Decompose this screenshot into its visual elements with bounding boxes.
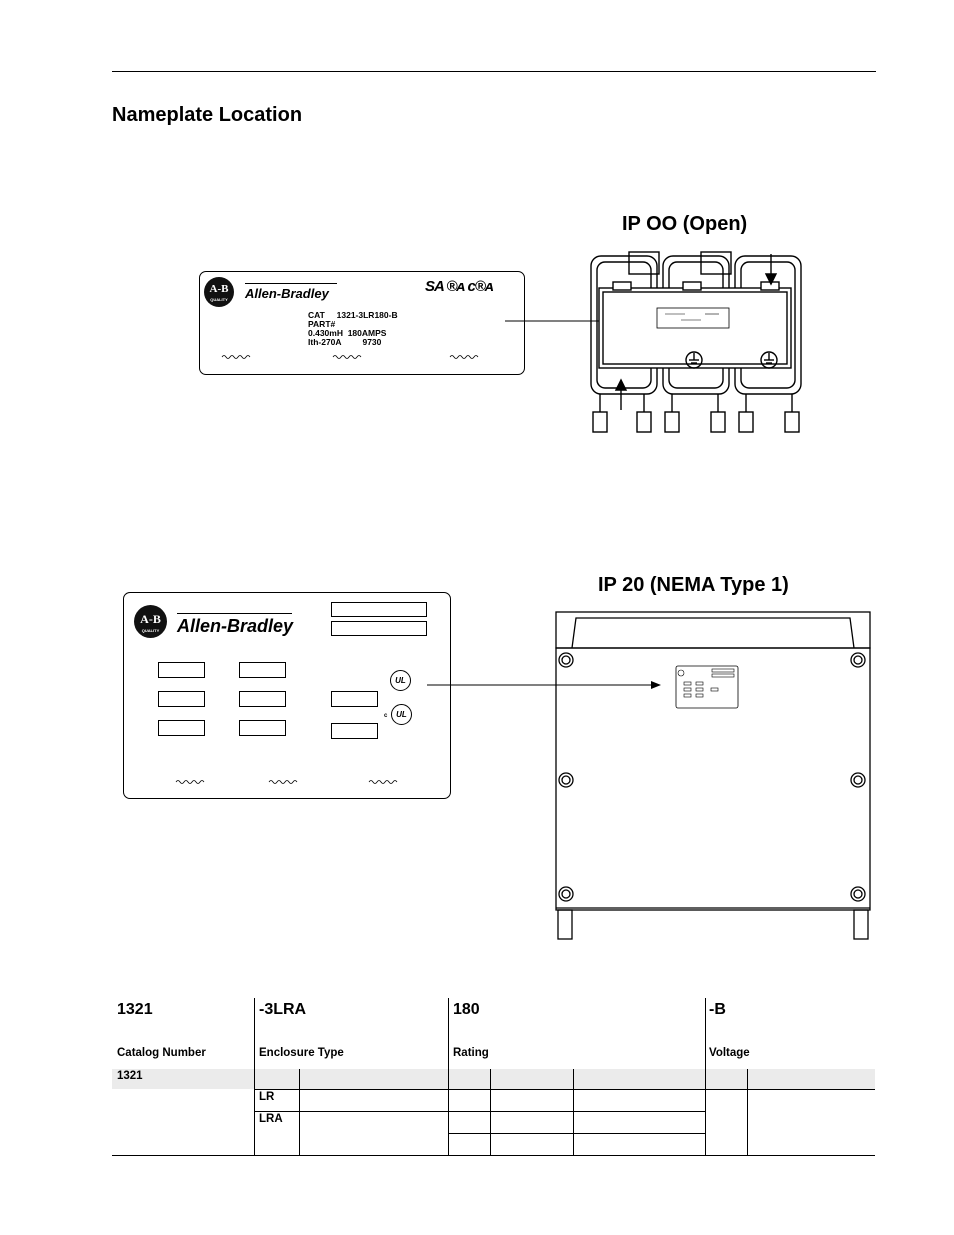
table-divider — [448, 998, 449, 1155]
ul-listed-icon: UL — [390, 670, 411, 691]
enclosure-code-lra: LRA — [259, 1113, 283, 1125]
table-shaded-row — [112, 1069, 875, 1089]
field-box — [239, 691, 286, 707]
screw-marks-icon — [200, 352, 524, 362]
open-reactor-drawing — [585, 250, 805, 436]
table-divider — [490, 1069, 491, 1155]
voltage-code: -B — [709, 1001, 726, 1018]
field-box — [239, 720, 286, 736]
field-box — [331, 602, 427, 617]
cul-c-prefix: c — [384, 713, 388, 719]
nameplate-line-4: Ith-270A 9730 — [308, 337, 382, 347]
cul-listed-icon: UL — [391, 704, 412, 725]
figure-enclosed-title: IP 20 (NEMA Type 1) — [598, 574, 789, 596]
field-box — [331, 621, 427, 636]
enclosure-code-lr: LR — [259, 1091, 275, 1103]
page-title: Nameplate Location — [112, 104, 303, 126]
field-box — [331, 723, 378, 739]
enclosure-drawing — [554, 610, 874, 942]
rating-label: Rating — [453, 1047, 489, 1059]
field-box — [158, 720, 205, 736]
certification-marks: SA ®ᴀ c®ᴀ — [425, 278, 493, 295]
table-divider — [573, 1069, 574, 1155]
brand-name: Allen-Bradley — [177, 616, 294, 636]
catalog-number-label: Catalog Number — [117, 1047, 206, 1059]
allen-bradley-logo-icon: A-B QUALITY — [134, 605, 167, 638]
brand-name: Allen-Bradley — [245, 286, 329, 301]
nameplate-line-1: CAT 1321-3LR180-B — [308, 310, 398, 320]
table-row-divider — [448, 1133, 705, 1134]
nameplate-line-2: PART# — [308, 319, 336, 329]
top-rule — [112, 71, 876, 72]
field-box — [239, 662, 286, 678]
table-row-divider — [254, 1111, 705, 1112]
field-box — [158, 662, 205, 678]
voltage-label: Voltage — [709, 1047, 750, 1059]
screw-marks-icon — [124, 777, 450, 787]
catalog-number-code: 1321 — [117, 1001, 153, 1018]
field-box — [331, 691, 378, 707]
table-bottom-rule — [112, 1155, 875, 1156]
open-nameplate — [199, 271, 525, 375]
nameplate-line-3: 0.430mH 180AMPS — [308, 328, 387, 338]
catalog-number-value: 1321 — [117, 1070, 143, 1082]
figure-open-title: IP OO (Open) — [622, 213, 748, 235]
field-box — [158, 691, 205, 707]
allen-bradley-logo-icon: A-B QUALITY — [204, 277, 234, 307]
table-divider — [299, 1069, 300, 1155]
table-divider — [705, 998, 706, 1155]
enclosure-type-code: -3LRA — [259, 1001, 307, 1018]
rating-code: 180 — [453, 1001, 480, 1018]
brand-rule — [177, 613, 292, 614]
table-divider — [254, 998, 255, 1155]
brand-rule — [245, 283, 337, 284]
enclosed-nameplate — [123, 592, 451, 799]
table-divider — [747, 1069, 748, 1155]
table-row-divider — [254, 1089, 875, 1090]
enclosure-type-label: Enclosure Type — [259, 1047, 344, 1059]
